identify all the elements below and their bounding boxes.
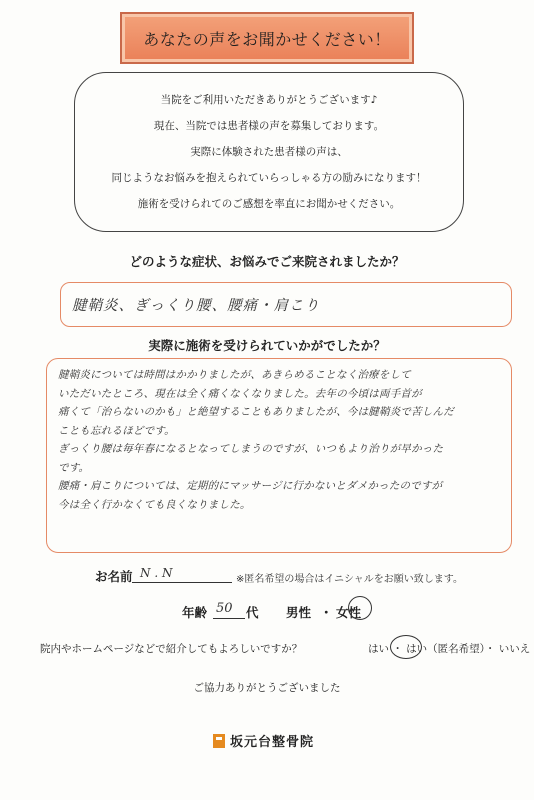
gender-separator: ・ bbox=[320, 605, 333, 620]
name-label: お名前 bbox=[95, 569, 133, 584]
answer-2-line: です。 bbox=[58, 461, 90, 474]
age-value: 50 bbox=[216, 601, 233, 616]
answer-2-line: 今は全く行かなくても良くなりました。 bbox=[58, 498, 251, 511]
age-unit: 代 bbox=[246, 605, 259, 620]
answer-1-text: 腱鞘炎、ぎっくり腰、腰痛・肩こり bbox=[72, 298, 320, 314]
logo-mark-icon bbox=[213, 734, 225, 748]
intro-line: 同じようなお悩みを抱えられていらっしゃる方の励みになります！ bbox=[111, 172, 427, 184]
referral-selected-circle bbox=[390, 635, 422, 659]
intro-line: 実際に体験された患者様の声は、 bbox=[190, 146, 348, 158]
answer-2-line: いただいたところ、現在は全く痛くなくなりました。去年の今頃は両手首が bbox=[58, 387, 422, 400]
gender-selected-circle bbox=[348, 596, 372, 620]
intro-line: 当院をご利用いただきありがとうございます♪ bbox=[160, 94, 378, 106]
question-2-heading: 実際に施術を受けられていかがでしたか？ bbox=[148, 338, 386, 353]
age-label: 年齢 bbox=[182, 605, 208, 620]
name-underline bbox=[132, 582, 232, 583]
banner-title: あなたの声をお聞かせください！ bbox=[143, 29, 391, 49]
gender-male-option: 男性 bbox=[286, 605, 312, 620]
gender-female-option: 女性 bbox=[336, 605, 362, 620]
age-underline bbox=[213, 618, 245, 619]
title-banner bbox=[120, 12, 414, 64]
intro-box bbox=[74, 72, 464, 232]
answer-2-line: 腰痛・肩こりについては、定期的にマッサージに行かないとダメかったのですが bbox=[58, 480, 443, 492]
thanks-message: ご協力ありがとうございました bbox=[193, 682, 341, 694]
logo-text: 坂元台整骨院 bbox=[230, 735, 315, 750]
answer-2-line: ぎっくり腰は毎年春になるとなってしまうのですが、いつもより治りが早かった bbox=[58, 443, 444, 455]
answer-2-line: ことも忘れるほどです。 bbox=[58, 424, 175, 437]
answer-2-line: 痛くて「治らないのかも」と絶望することもありましたが、今は腱鞘炎で苦しんだ bbox=[58, 406, 454, 418]
clinic-logo bbox=[213, 731, 314, 750]
question-1-heading: どのような症状、お悩みでご来院されましたか？ bbox=[129, 254, 405, 269]
name-note: ※匿名希望の場合はイニシャルをお願い致します。 bbox=[236, 574, 463, 585]
intro-line: 現在、当院では患者様の声を募集しております。 bbox=[153, 120, 385, 132]
name-value: N . N bbox=[140, 566, 173, 580]
answer-2-text bbox=[58, 366, 506, 514]
intro-line: 施術を受けられてのご感想を率直にお聞かせください。 bbox=[137, 198, 401, 210]
referral-question: 院内やホームページなどで紹介してもよろしいですか？ bbox=[40, 643, 303, 655]
answer-2-line: 腱鞘炎については時間はかかりましたが、あきらめることなく治療をして bbox=[58, 369, 411, 381]
referral-options: はい ・ はい（匿名希望）・ いいえ bbox=[368, 643, 531, 655]
